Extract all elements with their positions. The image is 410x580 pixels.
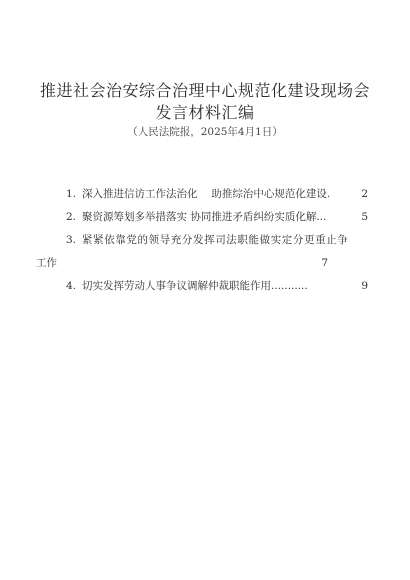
toc-item-number: 1.: [66, 188, 77, 200]
toc-item-number: 3.: [66, 234, 77, 246]
toc-item-title: 紧紧依靠党的领导充分发挥司法职能做实定分更重止争: [82, 234, 349, 246]
toc-item-number: 2.: [66, 211, 77, 223]
toc-item-page: 2: [361, 188, 368, 200]
document-source: （人民法院报，2025年4月1日）: [127, 126, 283, 138]
table-of-contents: [36, 183, 368, 298]
toc-item-1[interactable]: [36, 183, 368, 206]
toc-leader: ...: [316, 211, 327, 223]
document-title-line-2: 发言材料汇编: [155, 103, 255, 122]
document-title-line-1: 推进社会治安综合治理中心规范化建设现场会: [39, 81, 370, 100]
toc-item-title-continued: 工作: [36, 257, 57, 269]
toc-item-3[interactable]: [36, 229, 368, 275]
toc-item-title: 深入推进信访工作法治化 助推综治中心规范化建设: [82, 188, 327, 200]
toc-item-4[interactable]: [36, 275, 368, 298]
toc-leader: .: [326, 188, 331, 200]
toc-item-title: 切实发挥劳动人事争议调解仲裁职能作用: [82, 280, 271, 292]
toc-item-page: 9: [361, 280, 368, 292]
toc-item-page: 7: [321, 257, 328, 269]
toc-item-2[interactable]: [36, 206, 368, 229]
toc-item-page: 5: [361, 211, 368, 223]
toc-item-number: 4.: [66, 280, 77, 292]
toc-item-title: 聚资源筹划多举措落实 协同推进矛盾纠纷实质化解: [82, 211, 317, 223]
toc-leader: ...........: [271, 280, 308, 292]
